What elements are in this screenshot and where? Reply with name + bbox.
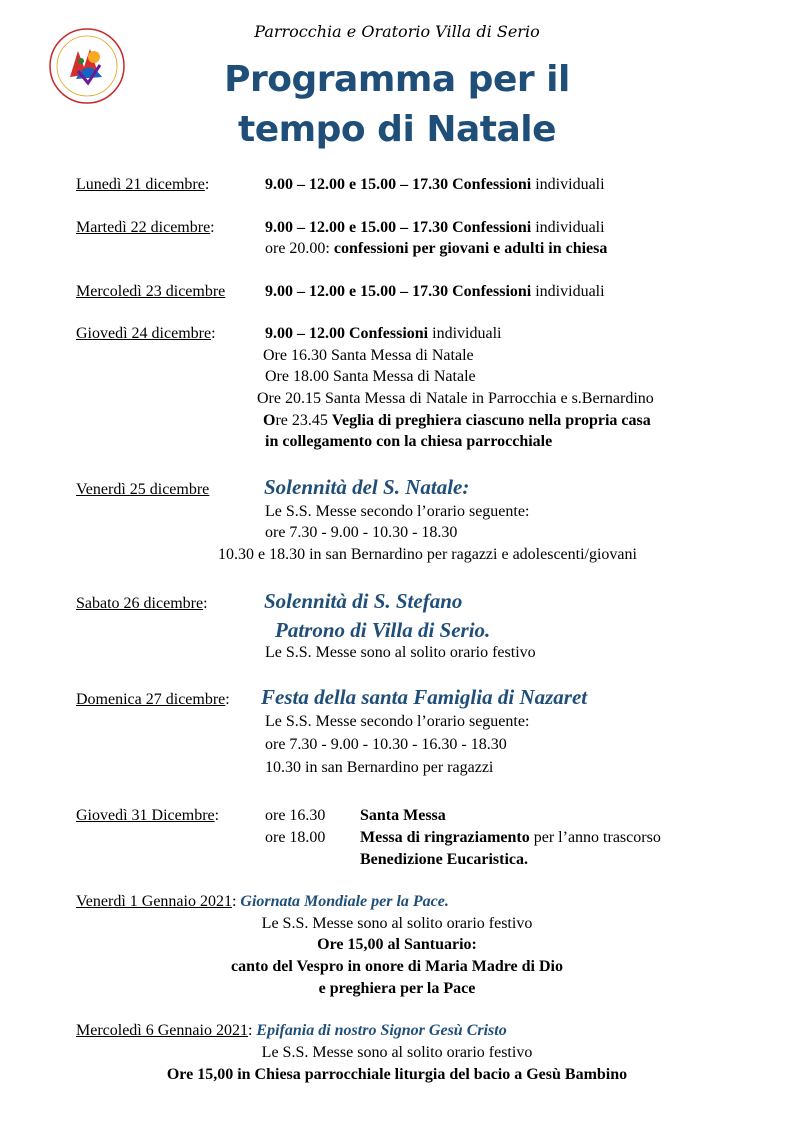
- day-25-line2: Le S.S. Messe secondo l’orario seguente:: [265, 503, 530, 520]
- day-23-line1: 9.00 – 12.00 e 15.00 – 17.30 Confessioni individuali: [265, 283, 605, 300]
- jan1-line3: Ore 15,00 al Santuario:: [317, 936, 477, 953]
- day-label-26: Sabato 26 dicembre:: [76, 595, 208, 612]
- page-title-line2: tempo di Natale: [238, 109, 556, 150]
- day-label-23: Mercoledì 23 dicembre: [76, 283, 226, 300]
- day-24-line4: Ore 20.15 Santa Messa di Natale in Parrocchia e s.Bernardino: [257, 390, 654, 407]
- parish-header: Parrocchia e Oratorio Villa di Serio: [254, 22, 540, 41]
- day-26-line3: Le S.S. Messe sono al solito orario festivo: [265, 644, 536, 661]
- day-31-event2: Messa di ringraziamento per l’anno trascorso: [360, 829, 661, 846]
- feast-stefano: Solennità di S. Stefano: [264, 589, 463, 613]
- feast-giornata-pace: Giornata Mondiale per la Pace.: [240, 893, 449, 910]
- jan1-line5: e preghiera per la Pace: [318, 980, 476, 997]
- jan6-line3: Ore 15,00 in Chiesa parrocchiale liturgia del bacio a Gesù Bambino: [166, 1066, 628, 1083]
- day-24-line5: Ore 23.45 Veglia di preghiera ciascuno nella propria casa: [263, 412, 651, 429]
- jan1-line2: Le S.S. Messe sono al solito orario festivo: [261, 915, 533, 932]
- day-31-event1: Santa Messa: [360, 807, 446, 824]
- day-24-line1: 9.00 – 12.00 Confessioni individuali: [265, 325, 502, 342]
- feast-patrono: Patrono di Villa di Serio.: [275, 618, 491, 642]
- day-27-line3: ore 7.30 - 9.00 - 10.30 - 16.30 - 18.30: [265, 736, 507, 753]
- day-25-line3: ore 7.30 - 9.00 - 10.30 - 18.30: [265, 524, 458, 541]
- day-label-jan6: Mercoledì 6 Gennaio 2021: Epifania di nostro Signor Gesù Cristo: [76, 1022, 507, 1039]
- day-22-line2: ore 20.00: confessioni per giovani e adulti in chiesa: [265, 240, 608, 257]
- day-31-time2: ore 18.00: [265, 829, 326, 846]
- feast-santa-famiglia: Festa della santa Famiglia di Nazaret: [261, 685, 588, 709]
- day-label-21: Lunedì 21 dicembre:: [76, 176, 210, 193]
- day-24-line2: Ore 16.30 Santa Messa di Natale: [263, 347, 474, 364]
- day-22-line1: 9.00 – 12.00 e 15.00 – 17.30 Confessioni individuali: [265, 219, 605, 236]
- day-label-jan1: Venerdì 1 Gennaio 2021: Giornata Mondiale per la Pace.: [76, 893, 449, 910]
- day-21-line1: 9.00 – 12.00 e 15.00 – 17.30 Confessioni individuali: [265, 176, 605, 193]
- day-label-31: Giovedì 31 Dicembre:: [76, 807, 220, 824]
- day-31-time1: ore 16.30: [265, 807, 326, 824]
- jan1-line4: canto del Vespro in onore di Maria Madre di Dio: [230, 958, 563, 975]
- day-31-event3: Benedizione Eucaristica.: [360, 851, 528, 868]
- feast-epifania: Epifania di nostro Signor Gesù Cristo: [256, 1022, 507, 1039]
- day-24-line6: in collegamento con la chiesa parrocchiale: [265, 433, 553, 450]
- day-27-line2: Le S.S. Messe secondo l’orario seguente:: [265, 713, 530, 730]
- page-title-line1: Programma per il: [224, 59, 570, 100]
- day-label-22: Martedì 22 dicembre:: [76, 219, 215, 236]
- day-25-line4: 10.30 e 18.30 in san Bernardino per ragazzi e adolescenti/giovani: [218, 546, 637, 563]
- day-label-25: Venerdì 25 dicembre: [76, 481, 210, 498]
- day-label-27: Domenica 27 dicembre:: [76, 691, 230, 708]
- jan6-line2: Le S.S. Messe sono al solito orario festivo: [261, 1044, 533, 1061]
- day-27-line4: 10.30 in san Bernardino per ragazzi: [265, 759, 494, 776]
- day-24-line3: Ore 18.00 Santa Messa di Natale: [265, 368, 476, 385]
- day-label-24: Giovedì 24 dicembre:: [76, 325, 216, 342]
- feast-natale: Solennità del S. Natale:: [264, 475, 470, 499]
